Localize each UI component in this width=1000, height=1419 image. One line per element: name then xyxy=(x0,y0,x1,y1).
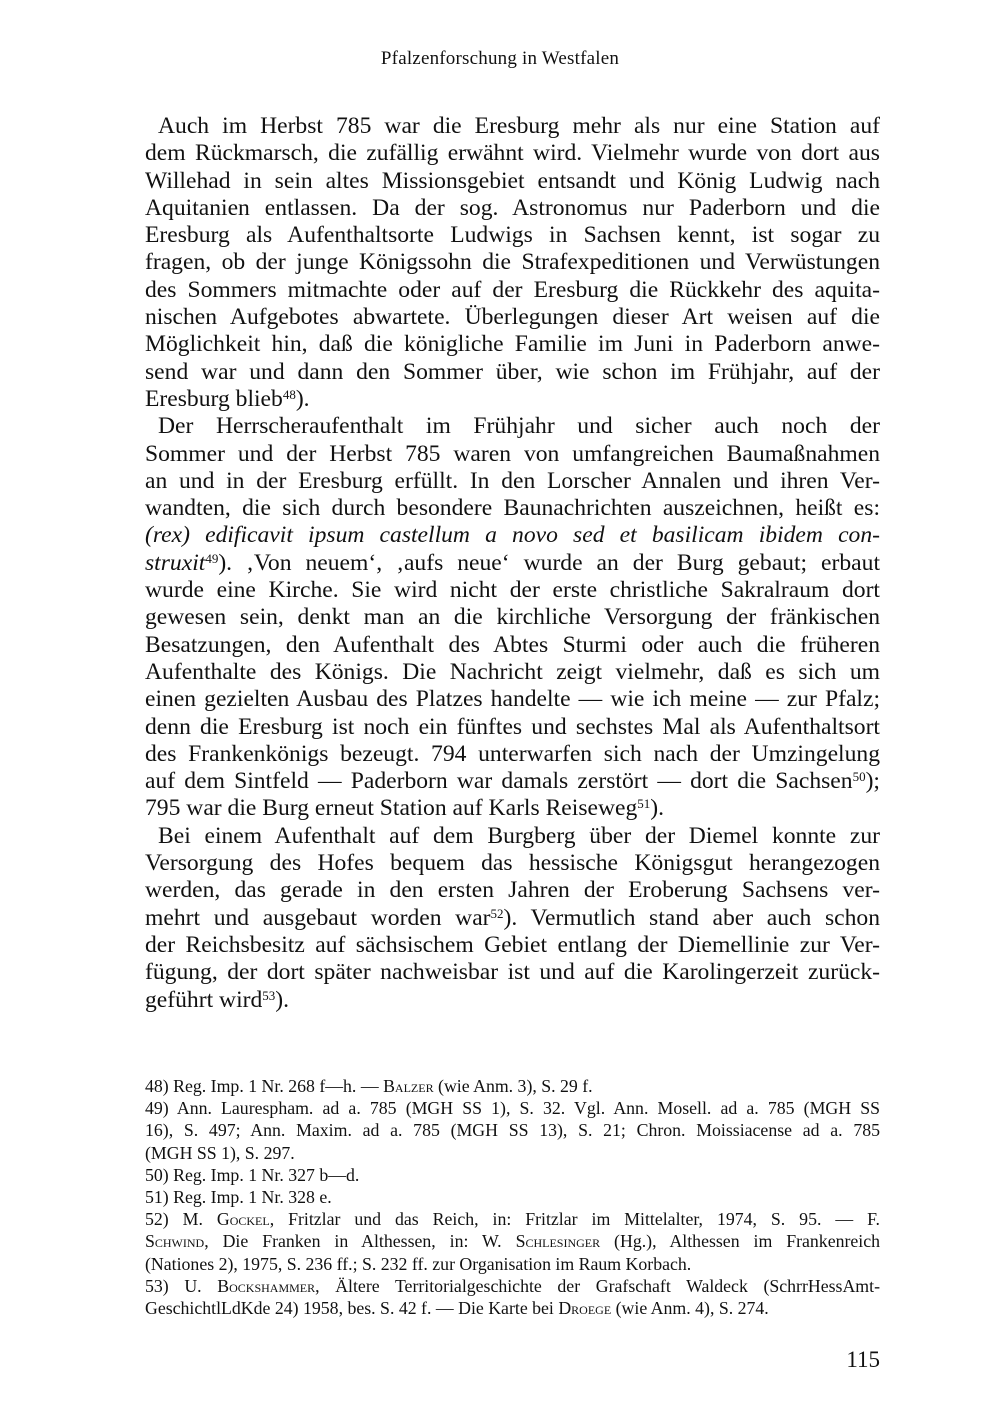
body-line: der Reichsbesitz auf sächsischem Gebiet entlang der Diemellinie zur Ver- xyxy=(145,931,880,958)
footnote-text: 53) U. xyxy=(145,1275,218,1296)
body-line: send war und dann den Sommer über, wie schon im Frühjahr, auf der xyxy=(145,358,880,385)
footnote-48 xyxy=(145,1075,880,1097)
author-name: Balzer xyxy=(383,1076,434,1096)
footnote-49-cont: (MGH SS 1), S. 297. xyxy=(145,1142,295,1163)
body-line xyxy=(145,550,880,577)
page-number: 115 xyxy=(846,1347,880,1372)
body-line: Der Herrscheraufenthalt im Frühjahr und sicher auch noch der xyxy=(158,413,880,440)
running-header: Pfalzenforschung in Westfalen xyxy=(380,48,620,69)
body-text-segment: ). Vermutlich stand aber auch schon xyxy=(503,904,881,931)
footnote-text: , Fritzlar und das Reich, in: Fritzlar im Mittelalter, 1974, S. 95. — F. xyxy=(269,1209,880,1230)
latin-quote: (rex) edificavit ipsum castellum a novo sed et basilicam ibidem con- xyxy=(145,522,880,549)
body-text xyxy=(145,113,880,1014)
footnote-text: (wie Anm. 4), S. 274. xyxy=(611,1298,769,1319)
body-line: nischen Aufgebotes abwartete. Überlegungen dieser Art weisen auf die xyxy=(145,304,880,331)
footnote-52-cont xyxy=(145,1230,880,1252)
footnotes xyxy=(145,1075,880,1319)
body-text-segment: geführt wird xyxy=(145,986,263,1013)
body-line: einen gezielten Ausbau des Platzes handelte — wie ich meine — zur Pfalz; xyxy=(145,686,880,713)
footnote-52 xyxy=(145,1208,880,1230)
body-line: wandten, die sich durch besondere Baunachrichten auszeichnen, heißt es: xyxy=(145,495,880,522)
body-line: Eresburg blieb$^{48}$). xyxy=(145,385,310,412)
body-line xyxy=(145,795,880,822)
body-line: werden, das gerade in den ersten Jahren der Eroberung Sachsens ver- xyxy=(145,877,880,904)
body-line: fügung, der dort später nachweisbar ist und auf die Karolingerzeit zurück- xyxy=(145,959,880,986)
footnote-ref: 50 xyxy=(852,769,866,785)
author-name: Schlesinger xyxy=(515,1231,601,1252)
body-line: Aquitanien entlassen. Da der sog. Astronomus nur Paderborn und die xyxy=(145,194,880,221)
footnote-text: (wie Anm. 3), S. 29 f. xyxy=(433,1076,593,1096)
body-line: an und in der Eresburg erfüllt. In den Lorscher Annalen und ihren Ver- xyxy=(145,467,880,494)
footnote-49-cont: 16), S. 497; Ann. Maxim. ad a. 785 (MGH SS 13), S. 21; Chron. Moissiacense ad a. 785 xyxy=(145,1120,880,1141)
footnote-text: , Die Franken in Althessen, in: W. xyxy=(204,1231,516,1252)
body-line: Möglichkeit hin, daß die königliche Familie im Juni in Paderborn anwe- xyxy=(145,331,880,358)
body-text-segment: ). ‚Von neuem‘, ‚aufs neue‘ wurde an der Burg gebaut; erbaut xyxy=(218,549,880,576)
body-line: fragen, ob der junge Königssohn die Strafexpeditionen und Verwüstungen xyxy=(145,249,880,276)
body-line: Auch im Herbst 785 war die Eresburg mehr als nur eine Station auf xyxy=(158,113,880,139)
footnote-ref: 52 xyxy=(490,905,504,921)
body-line: gewesen sein, denkt man an die kirchliche Versorgung der fränkischen xyxy=(145,604,880,631)
body-line: denn die Eresburg ist noch ein fünftes und sechstes Mal als Aufenthaltsort xyxy=(145,713,880,740)
body-line: des Frankenkönigs bezeugt. 794 unterwarfen sich nach der Umzingelung xyxy=(145,740,880,767)
footnote-ref: 53 xyxy=(262,987,276,1003)
latin-quote: struxit xyxy=(145,549,206,576)
body-text-segment: Eresburg blieb xyxy=(145,385,283,412)
author-name: Schwind xyxy=(145,1231,205,1252)
body-text-segment: ). xyxy=(650,795,665,822)
body-text-segment: 795 war die Burg erneut Station auf Karls Reiseweg xyxy=(145,795,638,822)
author-name: Gockel xyxy=(216,1209,270,1230)
body-line: Versorgung des Hofes bequem das hessische Königsgut herangezogen xyxy=(145,850,880,877)
footnote-text: GeschichtlLdKde 24) 1958, bes. S. 42 f. — Die Karte bei xyxy=(145,1298,559,1319)
author-name: Bockshammer xyxy=(217,1275,316,1296)
footnote-49: 49) Ann. Laurespham. ad a. 785 (MGH SS 1), S. 32. Vgl. Ann. Mosell. ad a. 785 (MGH SS xyxy=(145,1098,880,1119)
body-text-segment: mehrt und ausgebaut worden war xyxy=(145,904,491,931)
footnote-text: (Hg.), Althessen im Frankenreich xyxy=(600,1231,881,1252)
body-text-segment: auf dem Sintfeld — Paderborn war damals zerstört — dort die Sachsen xyxy=(145,768,853,795)
body-text-segment: ). xyxy=(275,986,290,1013)
body-line: des Sommers mitmachte oder auf der Eresburg die Rückkehr des aquita- xyxy=(145,276,880,303)
footnote-51: 51) Reg. Imp. 1 Nr. 328 e. xyxy=(145,1187,332,1208)
body-line: Eresburg als Aufenthaltsorte Ludwigs in Sachsen kennt, ist sogar zu xyxy=(145,222,880,249)
footnote-text: 52) M. xyxy=(145,1209,217,1230)
body-line xyxy=(145,768,880,795)
body-line: Willehad in sein altes Missionsgebiet entsandt und König Ludwig nach xyxy=(145,167,880,194)
footnote-53-cont xyxy=(145,1297,880,1319)
footnote-50: 50) Reg. Imp. 1 Nr. 327 b—d. xyxy=(145,1164,360,1185)
body-line: dem Rückmarsch, die zufällig erwähnt wird. Vielmehr wurde von dort aus xyxy=(145,140,880,167)
body-line: Bei einem Aufenthalt auf dem Burgberg über der Diemel konnte zur xyxy=(158,822,880,849)
author-name: Droege xyxy=(558,1298,612,1319)
body-line xyxy=(145,522,880,549)
body-line: wurde eine Kirche. Sie wird nicht der erste christliche Sakralraum dort xyxy=(145,577,880,604)
footnote-text: 48) Reg. Imp. 1 Nr. 268 f—h. — xyxy=(145,1076,384,1096)
footnote-53 xyxy=(145,1275,880,1297)
body-line xyxy=(145,987,880,1014)
footnote-text: , Ältere Territorialgeschichte der Grafschaft Waldeck (SchrrHessAmt- xyxy=(315,1275,881,1296)
footnote-52-cont: (Nationes 2), 1975, S. 236 ff.; S. 232 ff. zur Organisation im Raum Korbach. xyxy=(145,1253,692,1274)
footnote-ref: 51 xyxy=(637,796,651,812)
body-text-segment: ); xyxy=(865,768,880,795)
body-line xyxy=(145,905,880,932)
body-line: Aufenthalte des Königs. Die Nachricht zeigt vielmehr, daß es sich um xyxy=(145,658,880,685)
footnote-ref: 49 xyxy=(205,550,219,566)
footnote-ref: 48 xyxy=(282,386,296,402)
body-line: Sommer und der Herbst 785 waren von umfangreichen Baumaßnahmen xyxy=(145,440,880,467)
body-line: Besatzungen, den Aufenthalt des Abtes Sturmi oder auch die früheren xyxy=(145,631,880,658)
